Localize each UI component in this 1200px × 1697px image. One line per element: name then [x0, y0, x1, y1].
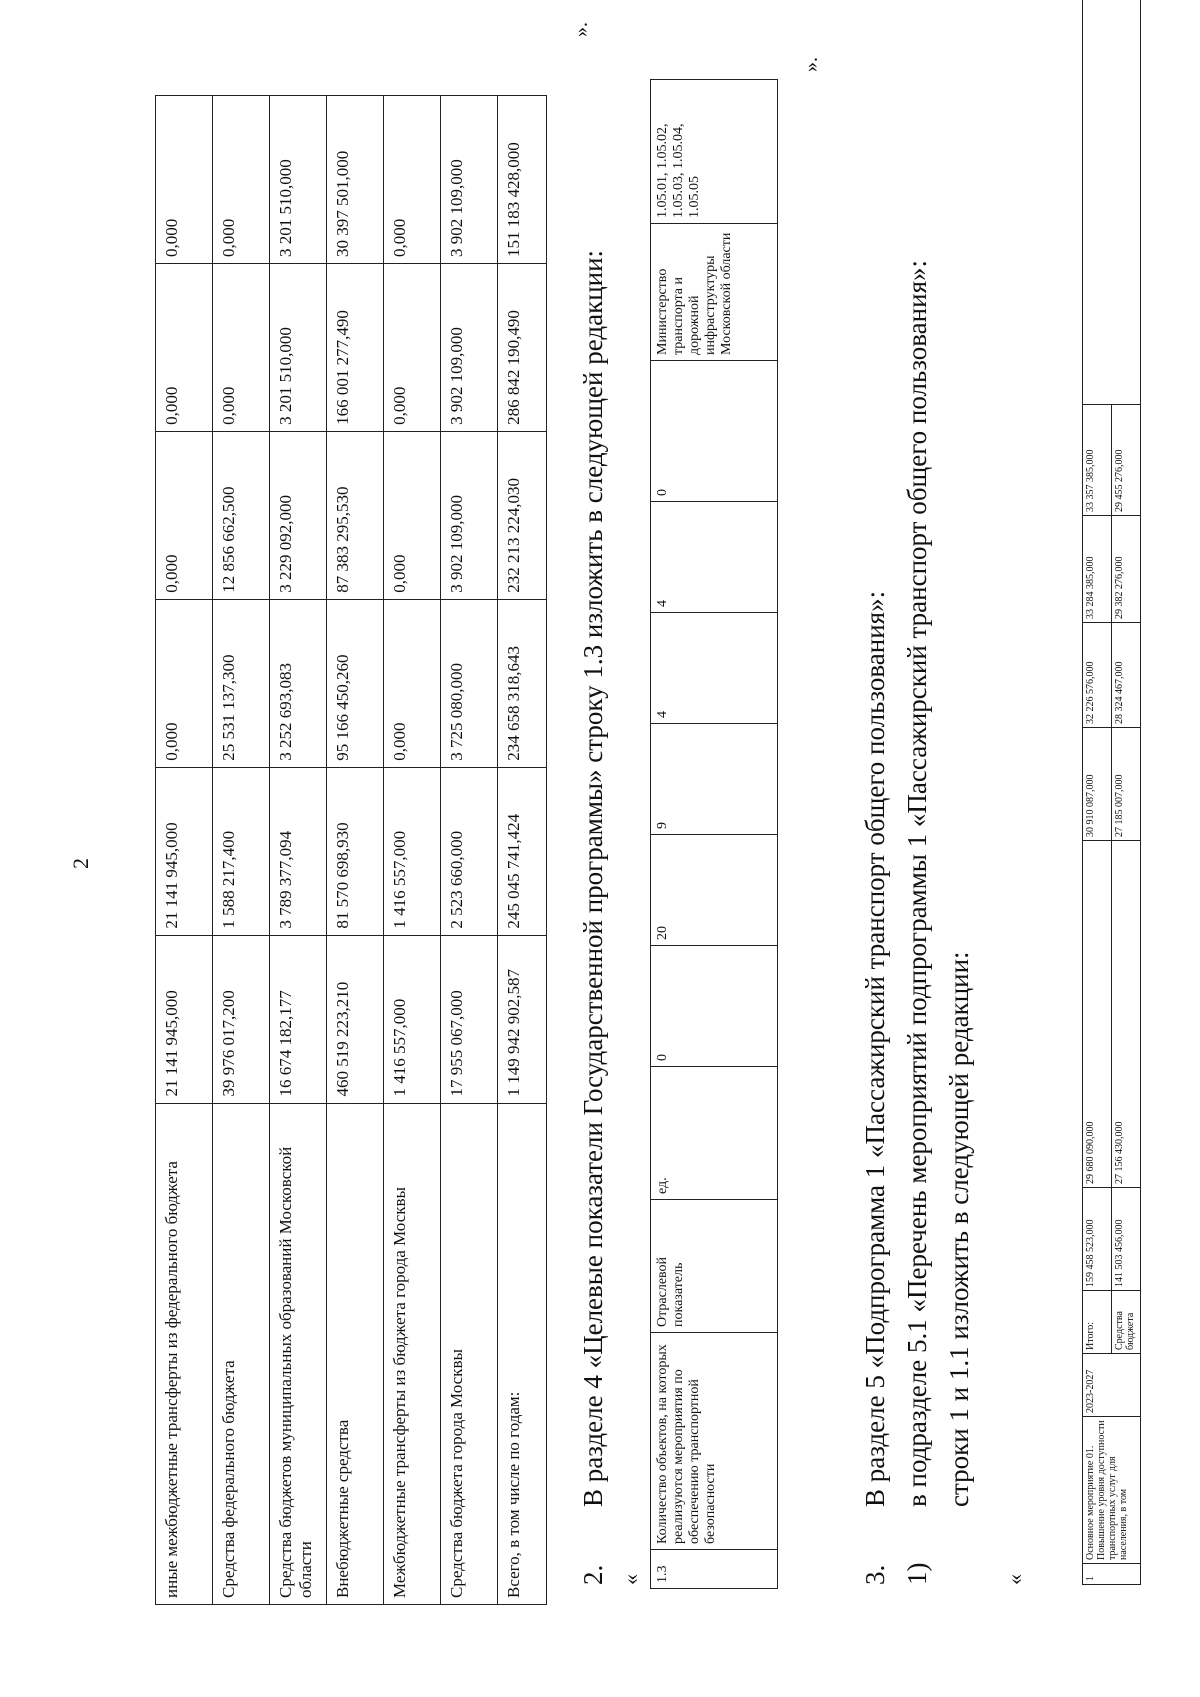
budget-row — [441, 96, 498, 1605]
budget-value: 232 213 224,030 — [498, 431, 547, 599]
subsection-text: в подразделе 5.1 «Перечень мероприятий подпрограммы 1 «Пассажирский транспорт общего пользования»: — [902, 260, 932, 1507]
open-quote: « — [618, 1574, 643, 1585]
budget-value: 234 658 318,643 — [498, 599, 547, 767]
budget-value: 39 976 017,200 — [213, 935, 270, 1103]
measure-name: Основное мероприятие 01. Повышение уровня доступности транспортных услуг для населения, в том — [1083, 1417, 1141, 1564]
budget-row — [156, 96, 213, 1605]
subsection-text-cont: строки 1 и 1.1 изложить в следующей редакции: — [944, 951, 974, 1507]
section-3-text: В разделе 5 «Подпрограмма 1 «Пассажирский транспорт общего пользования»: — [860, 590, 890, 1507]
budget-value: 0,000 — [213, 263, 270, 431]
budget-row-label: Всего, в том числе по годам: — [498, 1103, 547, 1604]
budget-value: 166 001 277,490 — [327, 263, 384, 431]
budget-value: 0,000 — [384, 599, 441, 767]
section-3-number: 3. — [860, 1564, 890, 1585]
budget-row-label: Средства федерального бюджета — [213, 1103, 270, 1604]
indicator-codes: 1.05.01, 1.05.02, 1.05.03, 1.05.04, 1.05.05 — [651, 80, 778, 224]
funding-source: Итого: — [1083, 1291, 1112, 1354]
budget-value: 0,000 — [156, 431, 213, 599]
budget-value: 3 201 510,000 — [270, 263, 327, 431]
indicator-value: 0 — [651, 946, 778, 1067]
budget-value: 3 902 109,000 — [441, 263, 498, 431]
budget-row-label: Средства бюджета города Москвы — [441, 1103, 498, 1604]
budget-value: 21 141 945,000 — [156, 935, 213, 1103]
budget-value: 3 789 377,094 — [270, 767, 327, 935]
open-quote: « — [1002, 1574, 1027, 1585]
budget-value: 3 252 693,083 — [270, 599, 327, 767]
budget-value: 0,000 — [384, 431, 441, 599]
section-2-text: В разделе 4 «Целевые показатели Государственной программы» строку 1.3 изложить в следующей редакции: — [578, 249, 608, 1507]
measure-empty-cell — [1083, 0, 1141, 405]
budget-table — [155, 95, 547, 1605]
budget-value: 1 149 942 902,587 — [498, 935, 547, 1103]
indicator-number: 1.3 — [651, 1550, 778, 1589]
measure-number: 1 — [1083, 1564, 1141, 1585]
indicator-value: 20 — [651, 835, 778, 946]
page-number: 2 — [68, 858, 93, 869]
funding-total: 141 503 456,000 — [1112, 1188, 1141, 1291]
section-2-number: 2. — [578, 1564, 608, 1585]
funding-year-value: 27 185 007,000 — [1112, 728, 1141, 841]
budget-value: 1 588 217,400 — [213, 767, 270, 935]
budget-value: 21 141 945,000 — [156, 767, 213, 935]
funding-year-value: 28 324 467,000 — [1112, 623, 1141, 728]
indicator-type: Отраслевой показатель — [651, 1200, 778, 1333]
funding-year-value: 27 156 430,000 — [1112, 841, 1141, 1188]
budget-value: 0,000 — [156, 599, 213, 767]
closing-quote: ». — [570, 22, 592, 37]
budget-row-label: Средства бюджетов муниципальных образований Московской области — [270, 1103, 327, 1604]
funding-year-value: 33 284 385,000 — [1083, 516, 1112, 623]
funding-year-value: 32 226 576,000 — [1083, 623, 1112, 728]
indicator-value: 0 — [651, 361, 778, 502]
budget-value: 81 570 698,930 — [327, 767, 384, 935]
budget-value: 12 856 662,500 — [213, 431, 270, 599]
budget-value: 1 416 557,000 — [384, 767, 441, 935]
funding-source: Средства бюджета — [1112, 1291, 1141, 1354]
budget-row — [270, 96, 327, 1605]
budget-row-label: Внебюджетные средства — [327, 1103, 384, 1604]
measures-table — [1082, 0, 1141, 1585]
budget-value: 0,000 — [156, 263, 213, 431]
budget-value: 460 519 223,210 — [327, 935, 384, 1103]
budget-row-label: Межбюджетные трансферты из бюджета города Москвы — [384, 1103, 441, 1604]
indicator-unit: ед. — [651, 1067, 778, 1200]
measure-period: 2023-2027 — [1083, 1354, 1141, 1417]
budget-value: 245 045 741,424 — [498, 767, 547, 935]
budget-value: 286 842 190,490 — [498, 263, 547, 431]
budget-row — [213, 96, 270, 1605]
budget-row — [384, 96, 441, 1605]
budget-value: 3 902 109,000 — [441, 431, 498, 599]
budget-value: 1 416 557,000 — [384, 935, 441, 1103]
indicator-row — [651, 80, 778, 1589]
funding-year-value: 29 680 090,000 — [1083, 841, 1112, 1188]
budget-row-label: иные межбюджетные трансферты из федерального бюджета — [156, 1103, 213, 1604]
indicator-responsible: Министерство транспорта и дорожной инфраструктуры Московской области — [651, 224, 778, 361]
funding-year-value: 33 357 385,000 — [1083, 405, 1112, 516]
budget-value: 0,000 — [213, 96, 270, 264]
budget-value: 151 183 428,000 — [498, 96, 547, 264]
budget-value: 25 531 137,300 — [213, 599, 270, 767]
funding-total: 159 458 523,000 — [1083, 1188, 1112, 1291]
budget-value: 3 229 092,000 — [270, 431, 327, 599]
budget-value: 0,000 — [384, 263, 441, 431]
indicator-value: 4 — [651, 502, 778, 613]
budget-value: 3 201 510,000 — [270, 96, 327, 264]
indicator-value: 4 — [651, 613, 778, 724]
funding-year-value: 29 455 276,000 — [1112, 405, 1141, 516]
funding-year-value: 29 382 276,000 — [1112, 516, 1141, 623]
budget-value: 3 725 080,000 — [441, 599, 498, 767]
funding-year-value: 30 910 087,000 — [1083, 728, 1112, 841]
indicator-name: Количество объектов, на которых реализуются мероприятия по обеспечению транспортной безопасности — [651, 1333, 778, 1550]
subsection-number: 1) — [902, 1562, 932, 1585]
indicator-value: 9 — [651, 724, 778, 835]
budget-row — [327, 96, 384, 1605]
budget-value: 95 166 450,260 — [327, 599, 384, 767]
budget-row — [498, 96, 547, 1605]
budget-value: 2 523 660,000 — [441, 767, 498, 935]
budget-value: 87 383 295,530 — [327, 431, 384, 599]
budget-value: 30 397 501,000 — [327, 96, 384, 264]
closing-quote: ». — [800, 57, 822, 72]
budget-value: 0,000 — [156, 96, 213, 264]
budget-value: 0,000 — [384, 96, 441, 264]
measures-row — [1083, 0, 1112, 1585]
budget-value: 3 902 109,000 — [441, 96, 498, 264]
budget-value: 17 955 067,000 — [441, 935, 498, 1103]
budget-value: 16 674 182,177 — [270, 935, 327, 1103]
indicator-table — [650, 79, 778, 1589]
